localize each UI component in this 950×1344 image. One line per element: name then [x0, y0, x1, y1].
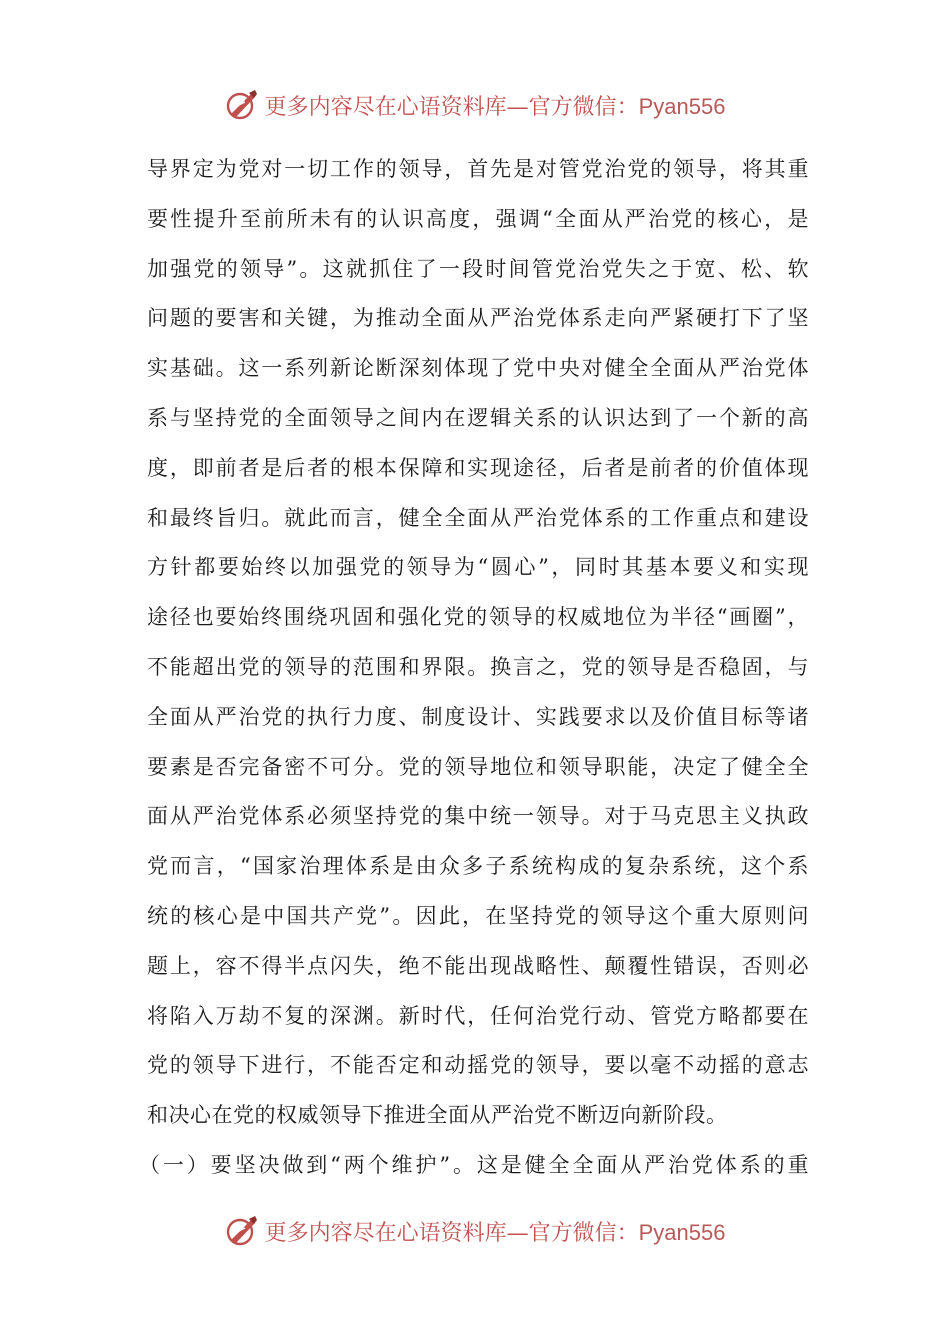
text-line: 方针都要始终以加强党的领导为“圆心”，同时其基本要义和实现	[147, 555, 809, 580]
pen-logo-icon	[225, 88, 259, 122]
text-line: 要性提升至前所未有的认识高度，强调“全面从严治党的核心，是	[147, 206, 809, 231]
text-line: 全面从严治党的执行力度、制度设计、实践要求以及价值目标等诸	[147, 704, 809, 729]
text-line: 实基础。这一系列新论断深刻体现了党中央对健全全面从严治党体	[147, 356, 809, 381]
text-line: 要素是否完备密不可分。党的领导地位和领导职能，决定了健全全	[147, 754, 809, 779]
text-line: 党的领导下进行，不能否定和动摇党的领导，要以毫不动摇的意志	[147, 1053, 809, 1078]
text-line: 党而言，“国家治理体系是由众多子系统构成的复杂系统，这个系	[147, 854, 809, 879]
paragraph-end-line: 和决心在党的权威领导下推进全面从严治党不断迈向新阶段。	[147, 1103, 728, 1128]
text-line: 系与坚持党的全面领导之间内在逻辑关系的认识达到了一个新的高	[147, 405, 809, 430]
pen-logo-icon	[225, 1214, 259, 1248]
banner-wechat-id: Pyan556	[638, 1219, 726, 1245]
text-line: 将陷入万劫不复的深渊。新时代，任何治党行动、管党方略都要在	[147, 1003, 809, 1028]
text-line: 问题的要害和关键，为推动全面从严治党体系走向严紧硬打下了坚	[147, 306, 809, 331]
banner-text	[265, 90, 726, 121]
banner-wechat-id: Pyan556	[638, 93, 726, 119]
footer-banner	[0, 1206, 950, 1256]
text-line: 度，即前者是后者的根本保障和实现途径，后者是前者的价值体现	[147, 455, 809, 480]
banner-text	[265, 1216, 726, 1247]
header-banner	[0, 80, 950, 130]
banner-title: 更多内容尽在心语资料库—官方微信：	[264, 1220, 639, 1246]
text-line: 不能超出党的领导的范围和界限。换言之，党的领导是否稳固，与	[147, 654, 809, 679]
section-heading-line: （一）要坚决做到“两个维护”。这是健全全面从严治党体系的重	[139, 1152, 809, 1177]
text-line: 面从严治党体系必须坚持党的集中统一领导。对于马克思主义执政	[147, 804, 809, 829]
text-line: 统的核心是中国共产党”。因此，在坚持党的领导这个重大原则问	[147, 903, 809, 928]
text-line: 题上，容不得半点闪失，绝不能出现战略性、颠覆性错误，否则必	[147, 953, 809, 978]
text-line: 加强党的领导”。这就抓住了一段时间管党治党失之于宽、松、软	[147, 256, 809, 281]
banner-title: 更多内容尽在心语资料库—官方微信：	[264, 94, 639, 120]
text-line: 导界定为党对一切工作的领导，首先是对管党治党的领导，将其重	[147, 157, 809, 181]
document-body	[139, 145, 809, 1191]
text-line: 途径也要始终围绕巩固和强化党的领导的权威地位为半径“画圈”，	[147, 605, 809, 630]
text-line: 和最终旨归。就此而言，健全全面从严治党体系的工作重点和建设	[147, 505, 809, 530]
